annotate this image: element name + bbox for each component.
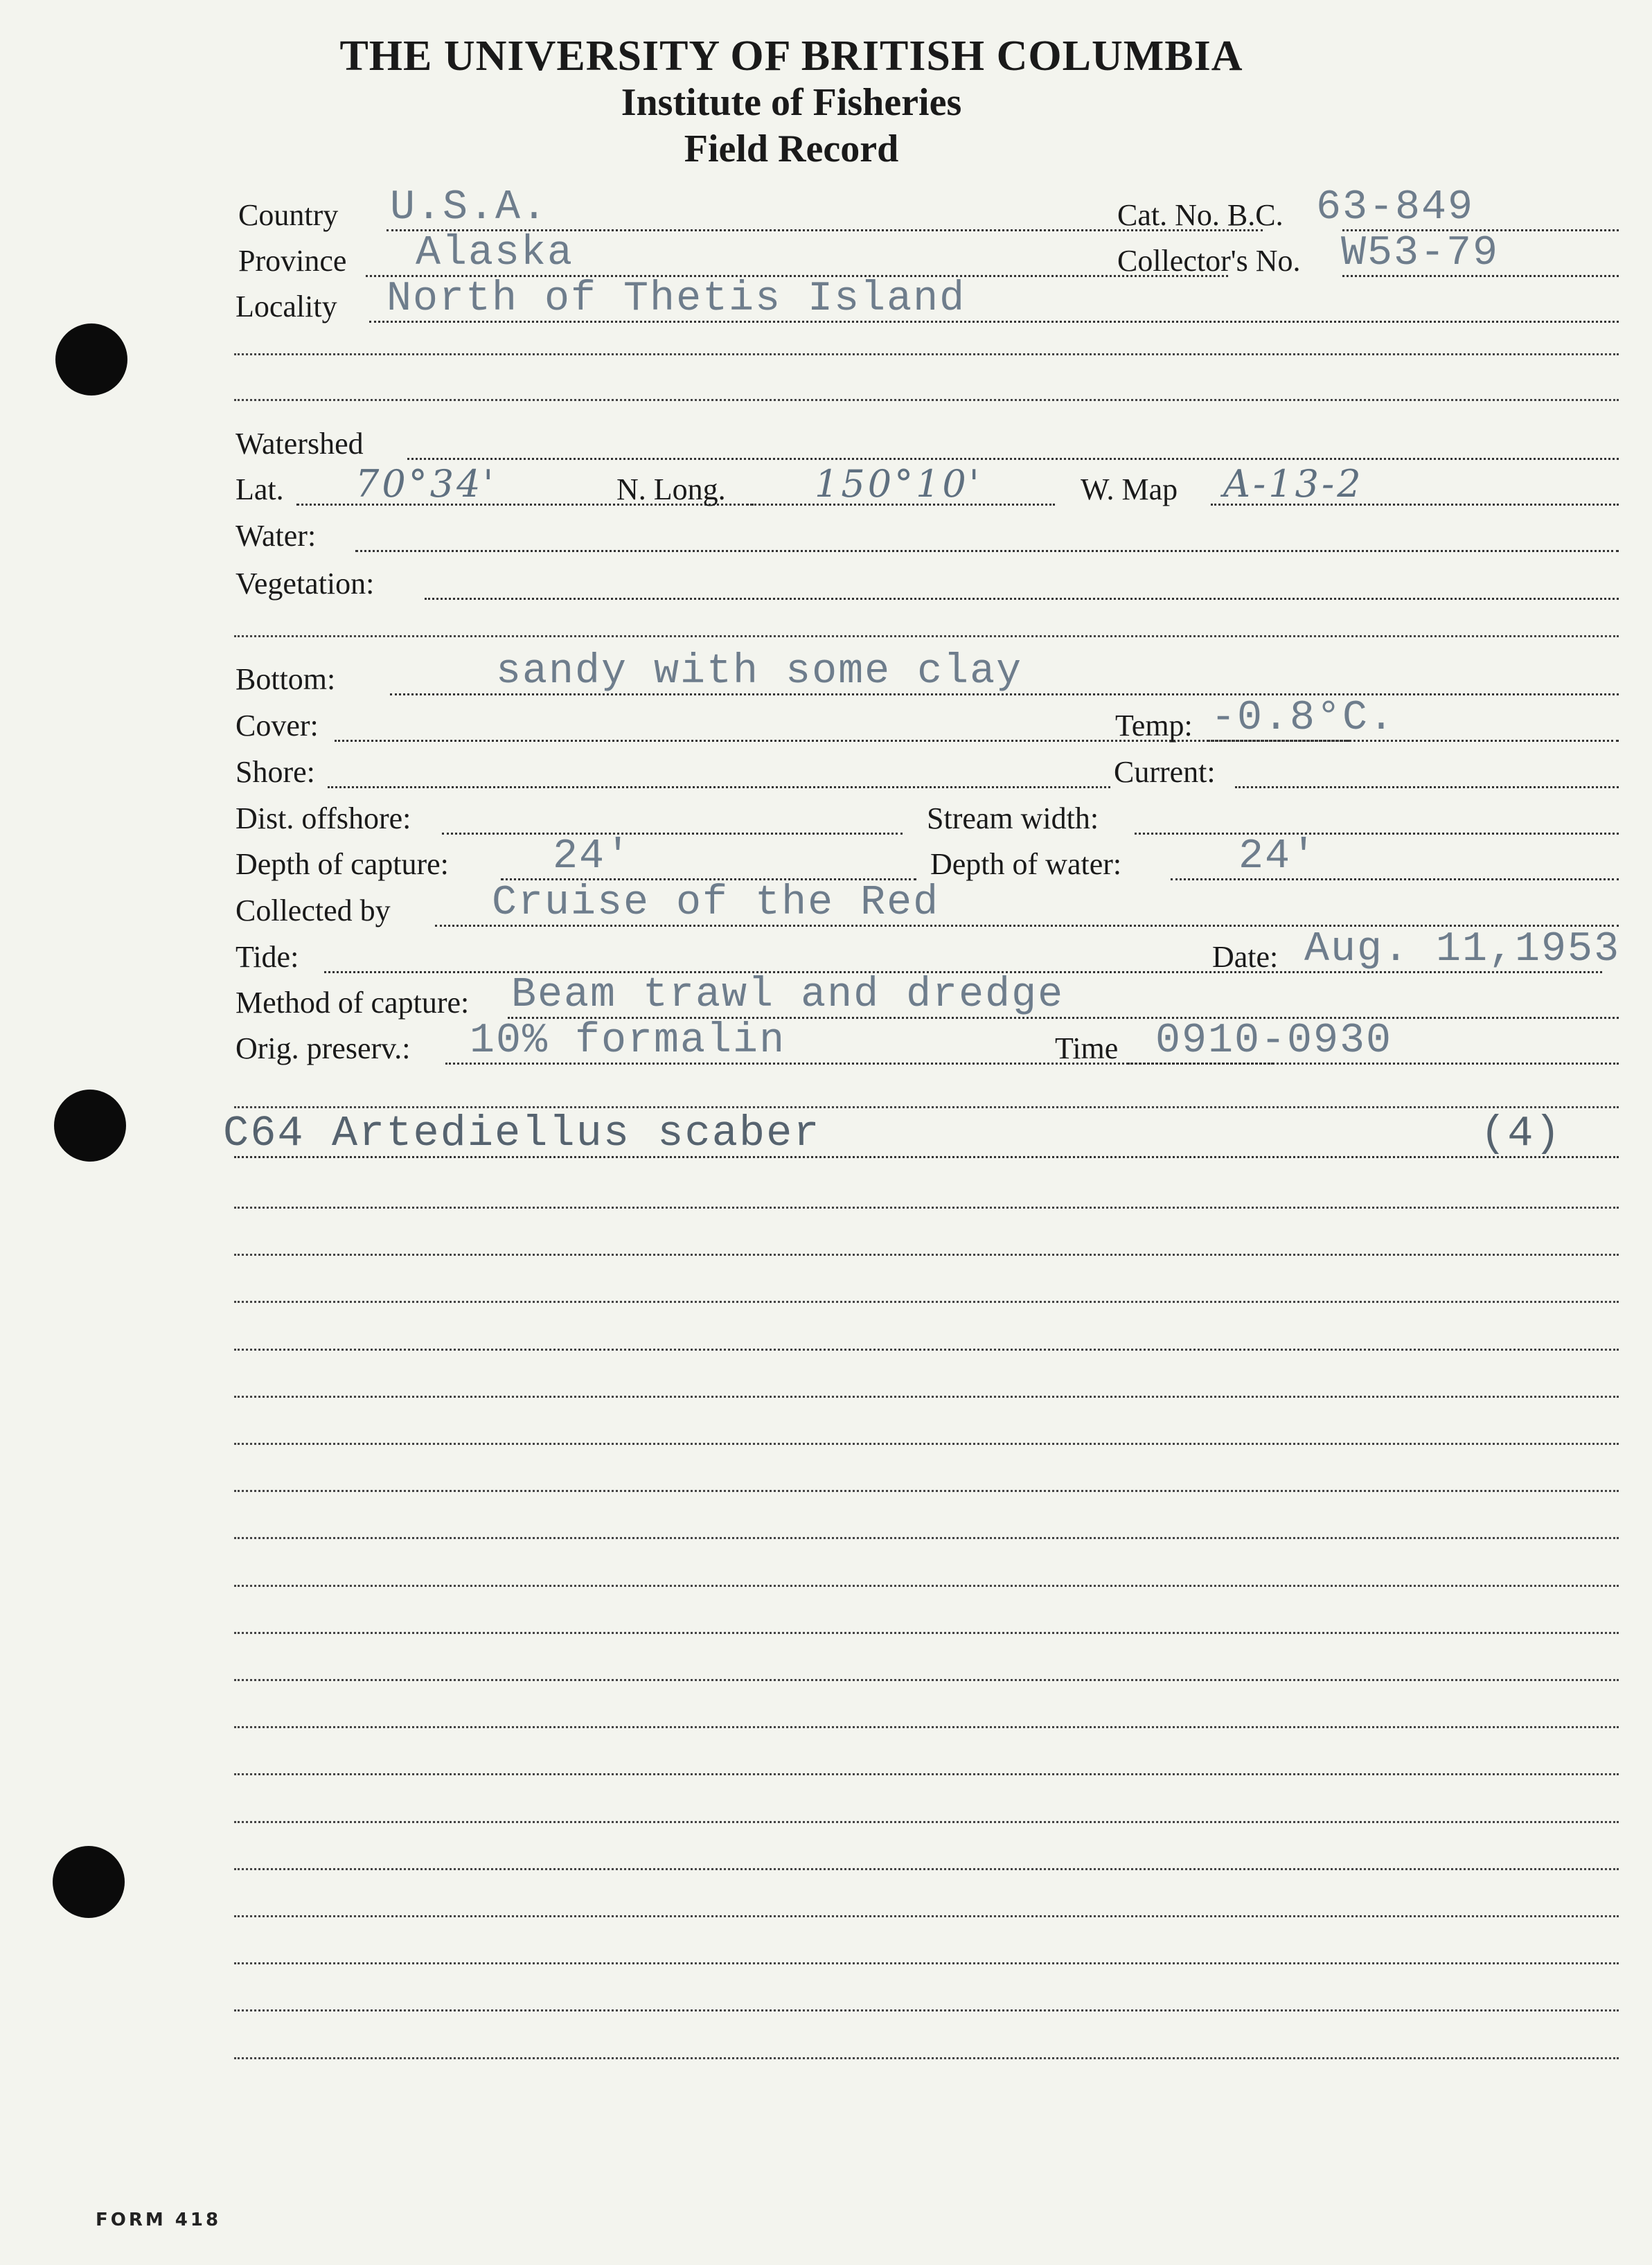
blank-ruled-line <box>234 1915 1619 1917</box>
water-label: Water: <box>236 519 317 553</box>
blank-ruled-line <box>234 2057 1619 2059</box>
locality-extra-line-2 <box>234 399 1619 401</box>
blank-ruled-line <box>234 1679 1619 1681</box>
province-value: Alaska <box>416 230 574 277</box>
blank-ruled-line <box>234 1868 1619 1870</box>
water-row <box>234 506 1619 555</box>
country-row <box>234 186 1619 234</box>
specimen-name: C64 Artediellus scaber <box>223 1109 821 1158</box>
blank-ruled-line <box>234 1396 1619 1398</box>
coordinates-row <box>234 460 1619 508</box>
vegetation-extra-line <box>234 635 1619 637</box>
map-label: W. Map <box>1081 472 1178 506</box>
blank-ruled-line <box>234 1726 1619 1728</box>
country-value: U.S.A. <box>390 184 549 231</box>
preserv-label: Orig. preserv.: <box>236 1031 411 1065</box>
bottom-value: sandy with some clay <box>496 648 1023 695</box>
dist-offshore-label: Dist. offshore: <box>236 801 411 835</box>
blank-ruled-line <box>234 1301 1619 1303</box>
province-row <box>234 231 1619 280</box>
method-value: Beam trawl and dredge <box>511 972 1065 1019</box>
dist-offshore-row <box>234 789 1619 837</box>
collected-by-value: Cruise of the Red <box>492 880 940 927</box>
long-value: 150°10' <box>815 462 982 506</box>
blank-ruled-line <box>234 1962 1619 1964</box>
time-label: Time <box>1055 1031 1119 1065</box>
date-label: Date: <box>1212 940 1279 974</box>
watershed-label: Watershed <box>236 427 364 461</box>
water-line <box>355 550 1619 552</box>
depth-water-value: 24' <box>1238 833 1318 880</box>
locality-value: North of Thetis Island <box>387 276 966 323</box>
province-label: Province <box>238 244 347 278</box>
stream-width-label: Stream width: <box>927 801 1099 835</box>
method-row <box>234 973 1619 1022</box>
collectors-no-value: W53-79 <box>1341 230 1500 277</box>
blank-ruled-line <box>234 1821 1619 1823</box>
long-label: N. Long. <box>616 472 726 506</box>
temp-value: -0.8°C. <box>1211 695 1396 742</box>
preserv-row <box>234 1019 1619 1067</box>
blank-ruled-line <box>234 1254 1619 1256</box>
locality-row <box>234 277 1619 326</box>
cover-row <box>234 696 1619 745</box>
specimen-count: (4) <box>1480 1109 1562 1158</box>
shore-row <box>234 743 1619 791</box>
date-value: Aug. 11,1953 <box>1304 926 1621 973</box>
tide-label: Tide: <box>236 940 299 974</box>
tide-row <box>234 927 1619 976</box>
blank-ruled-line <box>234 1490 1619 1492</box>
blank-ruled-line <box>234 1349 1619 1351</box>
lat-label: Lat. <box>236 472 284 506</box>
preserv-value: 10% formalin <box>470 1018 786 1065</box>
specimen-entry <box>223 1108 1619 1161</box>
punch-hole-bottom <box>53 1846 125 1918</box>
bottom-row <box>234 650 1619 698</box>
cover-line <box>335 740 1349 742</box>
punch-hole-middle <box>54 1090 126 1162</box>
blank-ruled-line <box>234 2009 1619 2011</box>
blank-ruled-line <box>234 1632 1619 1634</box>
cat-no-label: Cat. No. B.C. <box>1117 198 1284 232</box>
blank-ruled-line <box>234 1773 1619 1775</box>
depth-row <box>234 835 1619 883</box>
blank-ruled-line <box>234 1585 1619 1587</box>
vegetation-row <box>234 554 1619 603</box>
method-label: Method of capture: <box>236 986 470 1020</box>
blank-ruled-line <box>234 1207 1619 1209</box>
collected-by-label: Collected by <box>236 894 391 927</box>
collected-by-row <box>234 881 1619 930</box>
temp-label: Temp: <box>1115 709 1193 743</box>
locality-label: Locality <box>236 290 337 323</box>
bottom-label: Bottom: <box>236 662 336 696</box>
institute-heading: Institute of Fisheries <box>621 81 962 124</box>
current-line <box>1235 786 1619 788</box>
cover-label: Cover: <box>236 709 319 743</box>
punch-hole-top <box>55 323 127 396</box>
locality-extra-line-1 <box>234 353 1619 355</box>
time-value: 0910-0930 <box>1155 1018 1393 1065</box>
vegetation-line <box>425 598 1619 600</box>
cat-no-value: 63-849 <box>1316 184 1475 231</box>
university-heading: THE UNIVERSITY OF BRITISH COLUMBIA <box>339 33 1243 80</box>
collectors-no-label: Collector's No. <box>1117 244 1301 278</box>
map-value: A-13-2 <box>1223 462 1364 506</box>
current-label: Current: <box>1114 755 1216 789</box>
shore-line <box>328 786 1110 788</box>
shore-label: Shore: <box>236 755 315 789</box>
blank-ruled-line <box>234 1537 1619 1539</box>
form-number: FORM 418 <box>96 2210 222 2230</box>
depth-water-label: Depth of water: <box>930 847 1122 881</box>
country-label: Country <box>238 198 339 232</box>
depth-capture-label: Depth of capture: <box>236 847 449 881</box>
blank-ruled-line <box>234 1443 1619 1445</box>
vegetation-label: Vegetation: <box>236 567 375 601</box>
watershed-row <box>234 414 1619 463</box>
form-title: Field Record <box>684 127 899 170</box>
lat-value: 70°34' <box>355 462 497 506</box>
specimen-line <box>234 1156 1619 1158</box>
depth-capture-value: 24' <box>553 833 632 880</box>
